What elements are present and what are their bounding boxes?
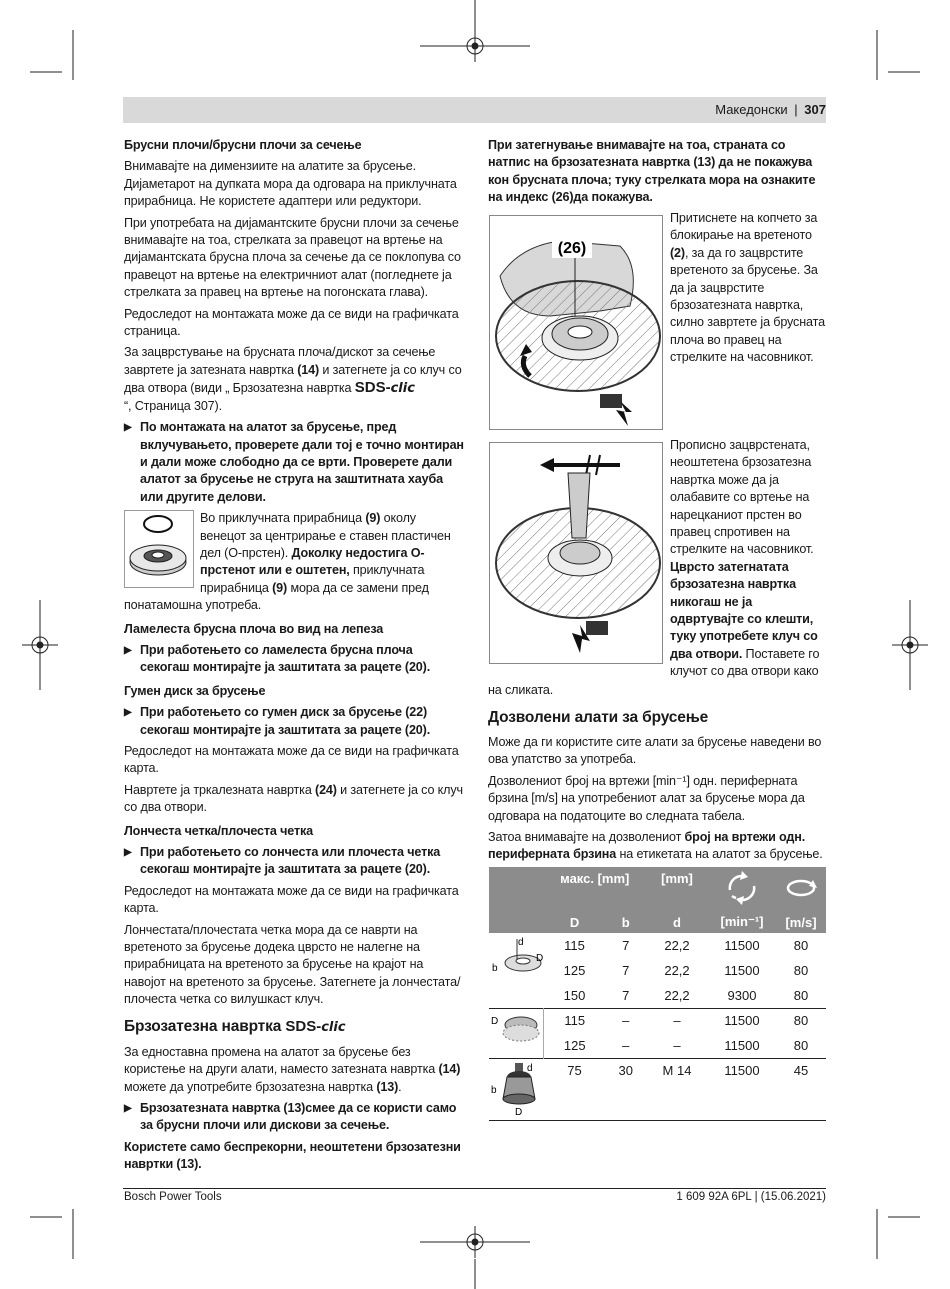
paragraph: Редоследот на монтажата може да се види на графичката карта. [124, 744, 459, 776]
col-D: D [544, 911, 606, 933]
svg-text:d: d [518, 937, 524, 948]
cup-brush-icon [489, 1058, 544, 1120]
left-column [124, 137, 464, 1178]
header-language: Македонски [715, 102, 788, 117]
figure1-caption: Притиснете на копчето за блокирање на вретеното (2), за да го зацврстите вретеното за брусење. За да ја зацврстите брзозатезната навртка, силно завртете ја брусната плоча во правец на стрелките на часовникот. [670, 211, 825, 365]
table-row: 150 7 22,2 9300 80 [489, 983, 826, 1008]
footer-rule [123, 1188, 826, 1189]
heading-cutting-discs: Брусни плочи/брусни плочи за сечење [124, 138, 362, 152]
grinder-wrench-illustration-icon [490, 443, 662, 663]
svg-text:b: b [492, 963, 498, 974]
rpm-icon [708, 867, 776, 911]
warning-item: ▶ При работењето со гумен диск за брусење (22) секогаш монтирајте ја заштитата за рацете (20). [124, 704, 464, 739]
paragraph: За едноставна промена на алатот за брусење без користење на други алати, наместо затезната навртка (14) можете да употребите брзозатезна навртка (13). [124, 1044, 461, 1094]
svg-text:D: D [536, 953, 544, 964]
table-row: d b D 75 30 M 14 11500 45 [489, 1058, 826, 1120]
paragraph: При употребата на дијамантските брусни плочи за сечење внимавајте на тоа, стрелката за правецот на вртење на дијамантската брусна плоча за сечење да се поклопува со правецот на вртење на електричниот алат (погледнете ја стрелката за правец на вртење на погонската глава). [124, 215, 461, 300]
figure2-caption-end: на сликата. [488, 683, 554, 697]
paragraph: Затоа внимавајте на дозволениот број на вртежи одн. периферната брзина на етикетата на алатот за брусење. [488, 830, 823, 862]
specs-table [489, 867, 826, 1121]
sds-clic-logo: SDS-clic [354, 379, 415, 397]
figure-loosen-quick-nut [489, 442, 663, 664]
paragraph: Може да ги користите сите алати за брусење наведени во ова упатство за употреба. [488, 735, 822, 767]
footer-brand: Bosch Power Tools [124, 1191, 222, 1203]
table-row: 125 – – 11500 80 [489, 1033, 826, 1058]
table-row: d D b 115 7 22,2 11500 80 [489, 933, 826, 958]
table-row: D 115 – – 11500 80 [489, 1008, 826, 1033]
footer-doc-number: 1 609 92A 6PL | (15.06.2021) [676, 1191, 826, 1203]
flange-o-ring-icon [124, 510, 194, 588]
svg-text:b: b [491, 1084, 497, 1096]
heading-flap-disc: Ламелеста брусна плоча во вид на лепеза [124, 621, 384, 636]
peripheral-speed-icon [776, 867, 826, 911]
table-row: 125 7 22,2 11500 80 [563, 963, 809, 978]
paragraph: Внимавајте на димензиите на алатите за брусење. Дијаметарот на дупката мора да одговара на приклучната прирабница. Не користете адаптери или редуктори. [124, 159, 457, 209]
heading-quick-nut: Брзозатезна навртка SDS-clic [124, 1017, 346, 1035]
paragraph: Редоследот на монтажата може да се види на графичката карта. [124, 883, 459, 916]
paragraph: Во приклучната прирабница (9) околу венецот за центрирање е ставен пластичен дел (О-прстен). Доколку недостига О-прстенот или е оштетен, приклучната прирабница (9) мора да се замени пред понатамошна употреба. [124, 511, 451, 613]
right-intro: При затегнување внимавајте на тоа, страната со натпис на брзозатезната навртка (13) да не покажува кон брусната плоча; туку стрелката мора на ознаките на индекс (26)да покажува. [488, 138, 816, 205]
svg-text:D: D [491, 1015, 499, 1027]
warning-item: ▶ При работењето со лончеста или плочеста четка секогаш монтирајте ја заштитата за рацете (20). [124, 844, 464, 879]
col-d: d [646, 911, 708, 933]
paragraph: Користете само беспрекорни, неоштетени брзозатезни навртки (13). [124, 1139, 461, 1172]
page-number: 307 [804, 102, 826, 117]
grinder-disc-illustration-icon [490, 216, 662, 429]
grinding-disc-icon [489, 933, 544, 1008]
rubber-disc-icon [489, 1008, 544, 1058]
sds-clic-logo: SDS-clic [285, 1017, 346, 1035]
heading-permitted-tools: Дозволени алати за брусење [488, 709, 709, 726]
paragraph: Редоследот на монтажата може да се види на графичката страница. [124, 306, 459, 339]
col-b: b [606, 911, 646, 933]
figure-tighten-quick-nut [489, 215, 663, 430]
paragraph: Дозволениот број на вртежи [min⁻¹] одн. периферната брзина [m/s] на употребениот алат за брусење мора да одговара на податоците во следната табела. [488, 773, 805, 823]
warning-item: ▶ При работењето со ламелеста брусна плоча секогаш монтирајте ја заштитата за рацете (20). [124, 642, 464, 677]
col-ms: [m/s] [776, 911, 826, 933]
warning-item: ▶ Брзозатезната навртка (13)смее да се користи само за брусни плочи или дискови за сечење. [124, 1100, 464, 1135]
paragraph: Навртете ја тркалезната навртка (24) и затегнете ја со клуч со два отвори. [124, 782, 463, 815]
paragraph: Лончестата/плочестата четка мора да се наврти на вретеното за брусење додека цврсто не налегне на прирабницата на вретеното за брусење на крајот на навојот на вретеното за брусење. Затегнете ја лончестата/плочеста четка со вилушкаст клуч. [124, 922, 461, 1007]
heading-cup-brush: Лончеста четка/плочеста четка [124, 823, 314, 838]
figure-label-26: (26) [557, 240, 587, 257]
heading-rubber-disc: Гумен диск за брусење [124, 683, 266, 698]
paragraph: За зацврстување на брусната плоча/дискот за сечење завртете ја затезната навртка (14) и затегнете ја со клуч со два отвора (види „ Брзозатезна навртка SDS-clic “, Страница 307). [124, 345, 462, 413]
warning-item: ▶ По монтажата на алатот за брусење, пред вклучувањето, проверете дали тој е точно монтиран и дали може слободно да се врти. Проверете дали алатот за брусење не струга на заштитната хауба или другите делови. [124, 419, 464, 506]
col-rpm: [min⁻¹] [708, 911, 776, 933]
o-ring-block [124, 510, 464, 614]
page-header: Македонски | 307 [715, 102, 826, 117]
svg-text:d: d [527, 1062, 533, 1074]
tools-section [488, 708, 826, 868]
header-max-mm: макс. [mm] [544, 867, 647, 911]
svg-text:D: D [515, 1106, 523, 1117]
header-mm: [mm] [646, 867, 708, 911]
figure2-caption: Прописно зацврстената, неоштетена брзозатезна навртка може да ја олабавите со вртење на нарецканиот прстен во правец спротивен на стрелките на часовникот. Цврсто затегнатата брзозатезна навртка никогаш не ја одвртувајте со клешти, туку употребете клуч со два отвори. Поставете го клучот со два отвори како [670, 438, 820, 679]
